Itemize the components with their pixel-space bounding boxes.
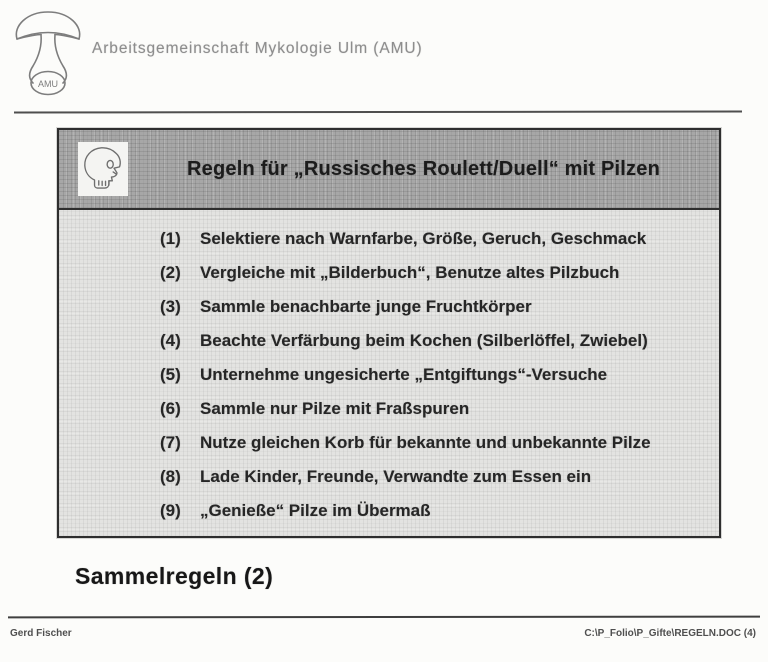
rule-item-8	[59, 460, 719, 494]
rule-text: Unternehme ungesicherte „Entgiftungs“-Versuche	[200, 365, 608, 384]
rule-text: Vergleiche mit „Bilderbuch“, Benutze altes Pilzbuch	[200, 263, 620, 282]
skull-icon	[78, 142, 128, 196]
footer-divider	[8, 616, 760, 619]
rule-item-6	[59, 392, 719, 426]
rule-text: Beachte Verfärbung beim Kochen (Silberlöffel, Zwiebel)	[200, 331, 648, 350]
rule-text: Lade Kinder, Freunde, Verwandte zum Essen ein	[200, 467, 592, 486]
rule-item-2	[59, 256, 719, 290]
slide-box	[57, 128, 721, 538]
rule-text: Nutze gleichen Korb für bekannte und unbekannte Pilze	[200, 433, 651, 452]
rule-text: Selektiere nach Warnfarbe, Größe, Geruch, Geschmack	[200, 229, 647, 248]
rule-text: Sammle benachbarte junge Fruchtkörper	[200, 297, 532, 316]
rule-item-5	[59, 358, 719, 392]
rule-number: (2)	[160, 263, 181, 282]
rule-number: (1)	[160, 229, 181, 248]
rule-item-9	[59, 494, 719, 528]
rule-item-4	[59, 324, 719, 358]
svg-text:AMU: AMU	[38, 79, 58, 89]
page-caption: Sammelregeln (2)	[75, 563, 274, 589]
header-divider	[14, 110, 742, 113]
rule-text: Sammle nur Pilze mit Fraßspuren	[200, 399, 470, 418]
rule-number: (6)	[160, 399, 181, 418]
rule-number: (5)	[160, 365, 181, 384]
rule-item-3	[59, 290, 719, 324]
rule-item-7	[59, 426, 719, 460]
rule-text: „Genieße“ Pilze im Übermaß	[200, 501, 431, 520]
rule-number: (9)	[160, 501, 181, 520]
rule-number: (8)	[160, 467, 181, 486]
rule-number: (3)	[160, 297, 181, 316]
footer-doc-path: C:\P_Folio\P_Gifte\REGELN.DOC (4)	[584, 628, 756, 639]
rule-item-1	[59, 222, 719, 256]
slide-titlebar	[59, 130, 719, 210]
footer-author: Gerd Fischer	[10, 628, 72, 639]
rule-number: (7)	[160, 433, 181, 452]
slide-title: Regeln für „Russisches Roulett/Duell“ mit Pilzen	[186, 157, 661, 180]
mushroom-icon	[8, 6, 88, 98]
org-name: Arbeitsgemeinschaft Mykologie Ulm (AMU)	[92, 40, 423, 57]
rule-number: (4)	[160, 331, 181, 350]
rules-list	[59, 210, 719, 536]
